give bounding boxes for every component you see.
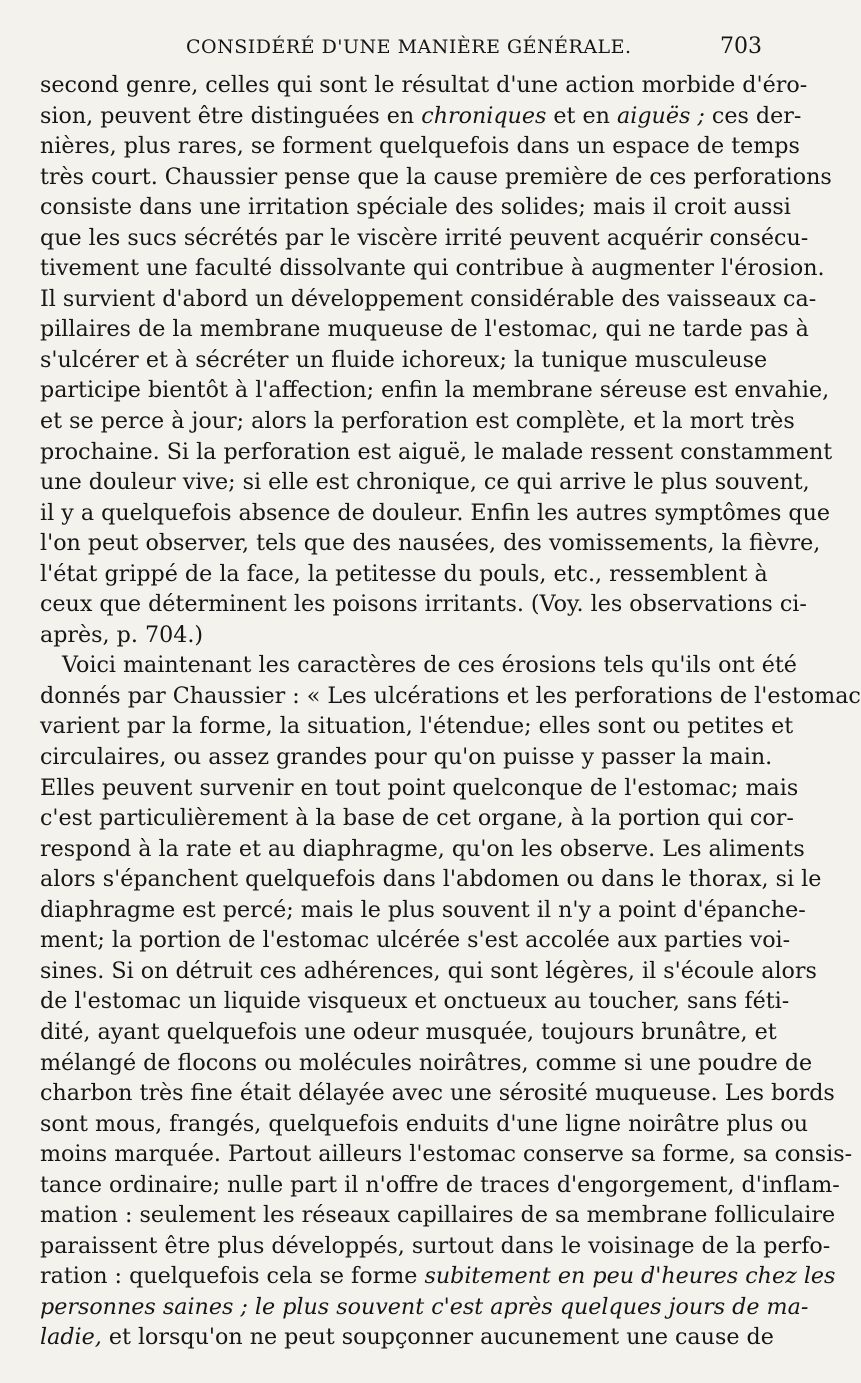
text-line <box>40 1017 777 1048</box>
text-segment: Elles peuvent survenir en tout point quelconque de l'estomac; mais <box>40 774 799 801</box>
text-segment: il y a quelquefois absence de douleur. Enfin les autres symptômes que <box>40 499 831 526</box>
text-segment: sont mous, frangés, quelquefois enduits d'une ligne noirâtre plus ou <box>40 1110 809 1137</box>
italic-text: ladie, <box>40 1324 102 1351</box>
text-segment: très court. Chaussier pense que la cause première de ces perforations <box>40 163 832 190</box>
text-segment: moins marquée. Partout ailleurs l'estomac conserve sa forme, sa consis- <box>40 1141 853 1168</box>
text-line <box>40 345 768 376</box>
page-header <box>40 34 762 64</box>
text-line <box>40 650 797 681</box>
text-line <box>40 162 832 193</box>
text-line <box>40 1200 836 1231</box>
text-line <box>40 101 802 132</box>
text-segment: et se perce à jour; alors la perforation est complète, et la mort très <box>40 408 795 435</box>
text-line <box>40 223 809 254</box>
text-line <box>40 1231 831 1262</box>
italic-text: subitement en peu d'heures chez les <box>424 1263 836 1290</box>
text-segment: Voici maintenant les caractères de ces érosions tels qu'ils ont été <box>62 652 797 679</box>
text-segment: l'état grippé de la face, la petitesse du pouls, etc., ressemblent à <box>40 560 768 587</box>
italic-text: personnes saines ; le plus souvent c'est après quelques jours de ma- <box>40 1293 809 1320</box>
text-segment: circulaires, ou assez grandes pour qu'on puisse y passer la main. <box>40 744 773 771</box>
text-segment: participe bientôt à l'affection; enfin la membrane séreuse est envahie, <box>40 377 830 404</box>
text-segment: et lorsqu'on ne peut soupçonner aucunement une cause de <box>101 1324 774 1351</box>
text-segment: diaphragme est percé; mais le plus souvent il n'y a point d'épanche- <box>40 896 806 923</box>
text-line <box>40 1109 809 1140</box>
text-line <box>40 834 805 865</box>
text-segment: tance ordinaire; nulle part il n'offre de traces d'engorgement, d'inflam- <box>40 1171 840 1198</box>
italic-text: aiguës ; <box>617 102 705 129</box>
text-line <box>40 773 799 804</box>
text-segment: que les sucs sécrétés par le viscère irrité peuvent acquérir consécu- <box>40 224 809 251</box>
text-line <box>40 986 790 1017</box>
text-segment: c'est particulièrement à la base de cet organe, à la portion qui cor- <box>40 805 794 832</box>
text-segment: ces der- <box>704 102 802 129</box>
text-segment: consiste dans une irritation spéciale des solides; mais il croit aussi <box>40 194 791 221</box>
text-segment: charbon très fine était délayée avec une sérosité muqueuse. Les bords <box>40 1080 835 1107</box>
text-segment: ceux que déterminent les poisons irritants. (Voy. les observations ci- <box>40 591 807 618</box>
text-line <box>40 467 810 498</box>
text-line <box>40 589 807 620</box>
text-line <box>40 1261 836 1292</box>
italic-text: chroniques <box>421 102 547 129</box>
text-line <box>40 314 809 345</box>
text-line <box>40 681 861 712</box>
text-segment: de l'estomac un liquide visqueux et onctueux au toucher, sans féti- <box>40 988 790 1015</box>
text-line <box>40 559 768 590</box>
text-segment: donnés par Chaussier : « Les ulcérations et les perforations de l'estomac <box>40 682 861 709</box>
text-segment: dité, ayant quelquefois une odeur musquée, toujours brunâtre, et <box>40 1018 777 1045</box>
text-line <box>40 864 822 895</box>
text-segment: sion, peuvent être distinguées en <box>40 102 422 129</box>
text-segment: sines. Si on détruit ces adhérences, qui sont légères, il s'écoule alors <box>40 957 817 984</box>
text-line <box>40 895 806 926</box>
text-line <box>40 1078 835 1109</box>
text-segment: l'on peut observer, tels que des nausées, des vomissements, la fièvre, <box>40 530 821 557</box>
text-line <box>40 1170 840 1201</box>
text-line <box>40 742 773 773</box>
text-line <box>40 620 762 651</box>
text-segment: après, p. 704.) <box>40 621 204 648</box>
text-line <box>40 1292 809 1323</box>
text-segment: ration : quelquefois cela se forme <box>40 1263 425 1290</box>
text-segment: Il survient d'abord un développement considérable des vaisseaux ca- <box>40 285 817 312</box>
text-segment: paraissent être plus développés, surtout dans le voisinage de la perfo- <box>40 1232 831 1259</box>
text-segment: pillaires de la membrane muqueuse de l'estomac, qui ne tarde pas à <box>40 316 809 343</box>
text-segment: ment; la portion de l'estomac ulcérée s'est accolée aux parties voi- <box>40 927 791 954</box>
text-line <box>40 803 794 834</box>
text-line <box>40 406 795 437</box>
text-segment: tivement une faculté dissolvante qui contribue à augmenter l'érosion. <box>40 255 825 282</box>
running-title: CONSIDÉRÉ D'UNE MANIÈRE GÉNÉRALE. <box>186 36 632 58</box>
text-line <box>40 192 791 223</box>
text-line <box>40 711 794 742</box>
text-segment: respond à la rate et au diaphragme, qu'on les observe. Les aliments <box>40 835 805 862</box>
text-line <box>40 925 791 956</box>
text-segment: varient par la forme, la situation, l'étendue; elles sont ou petites et <box>40 713 794 740</box>
text-segment: alors s'épanchent quelquefois dans l'abdomen ou dans le thorax, si le <box>40 866 822 893</box>
text-segment: prochaine. Si la perforation est aiguë, le malade ressent constamment <box>40 438 833 465</box>
text-line <box>40 253 825 284</box>
text-segment: nières, plus rares, se forment quelquefois dans un espace de temps <box>40 133 800 160</box>
text-line <box>40 131 800 162</box>
text-line <box>40 437 833 468</box>
body-text <box>40 70 861 1353</box>
text-segment: mation : seulement les réseaux capillaires de sa membrane folliculaire <box>40 1202 836 1229</box>
text-segment: mélangé de flocons ou molécules noirâtres, comme si une poudre de <box>40 1049 813 1076</box>
text-segment: une douleur vive; si elle est chronique, ce qui arrive le plus souvent, <box>40 469 810 496</box>
page-number: 703 <box>720 34 762 59</box>
text-segment: s'ulcérer et à sécréter un fluide ichoreux; la tunique musculeuse <box>40 346 768 373</box>
text-segment: second genre, celles qui sont le résultat d'une action morbide d'éro- <box>40 72 808 98</box>
text-line <box>40 1048 813 1079</box>
text-line <box>40 1139 853 1170</box>
text-segment: et en <box>546 102 617 129</box>
text-line <box>40 528 821 559</box>
text-line <box>40 284 817 315</box>
text-line <box>40 1322 774 1353</box>
text-line <box>40 375 830 406</box>
text-line <box>40 956 817 987</box>
text-line <box>40 70 808 101</box>
text-line <box>40 498 831 529</box>
